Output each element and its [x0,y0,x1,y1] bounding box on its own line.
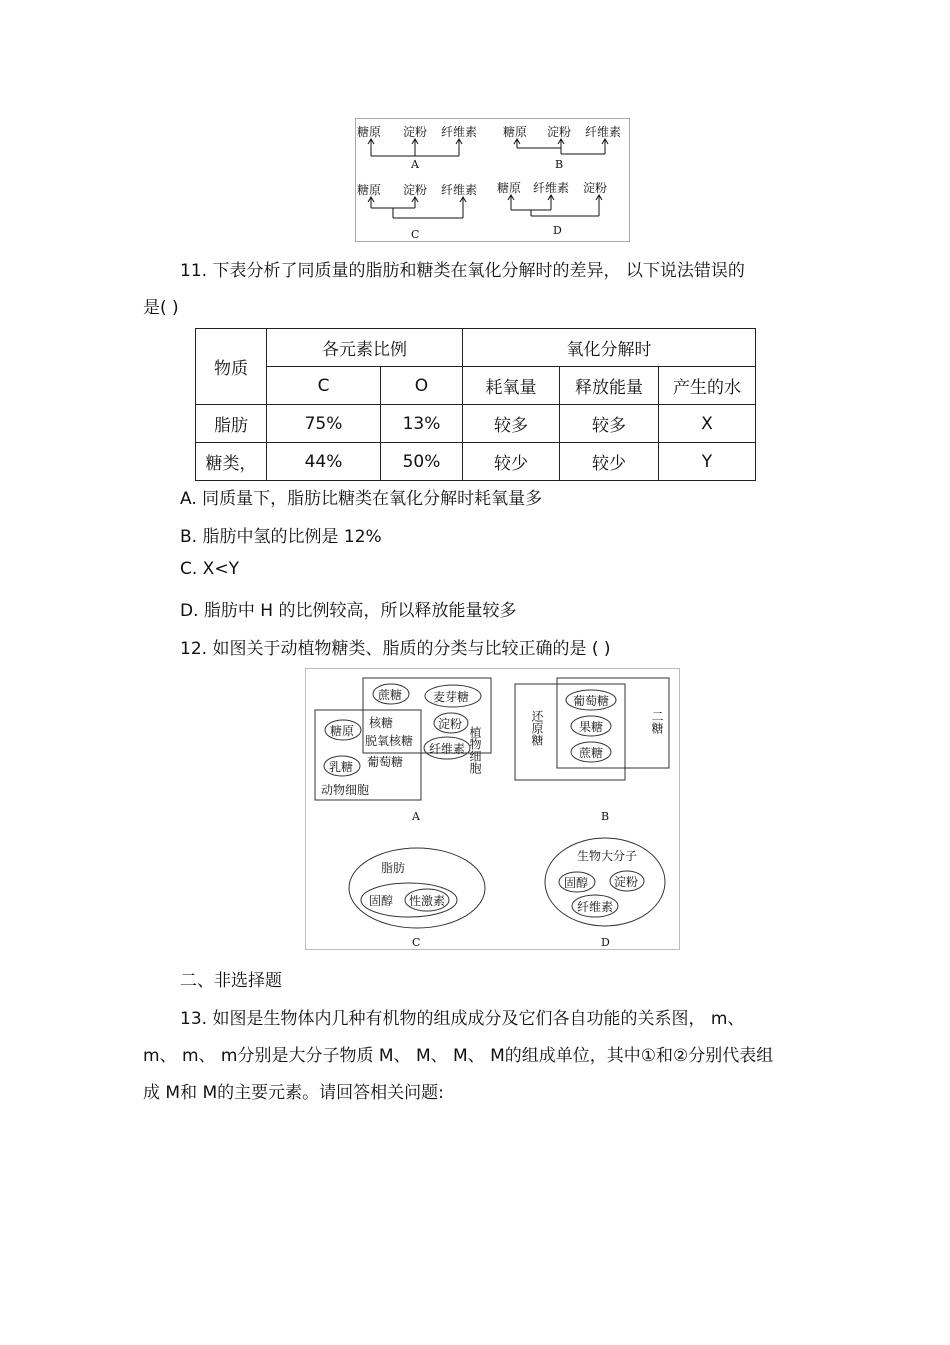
q11-stem-line2: 是( ) [143,298,179,318]
q11-cell: 较少 [560,443,659,481]
q11-stem-line1: 11. 下表分析了同质量的脂肪和糖类在氧化分解时的差异， 以下说法错误的 [180,261,745,281]
q11-cell: Y [659,443,756,481]
q12c-sexhormone: 性激素 [409,894,446,908]
q10-b-item-1: 糖原 [503,125,528,139]
q10-d-item-3: 淀粉 [583,181,608,195]
q10-c-label: C [411,228,420,241]
q12c-label: C [412,936,421,949]
q11-cell: 75% [267,405,381,443]
q12-stem: 12. 如图关于动植物糖类、脂质的分类与比较正确的是 ( ) [180,639,611,659]
q12a-sucrose: 蔗糖 [378,688,403,702]
q11-cell: 脂肪 [196,405,267,443]
q12a-animal: 动物细胞 [321,783,370,797]
q12b-disaccharide: 二糖 [650,710,664,734]
q10-d-item-1: 糖原 [497,181,522,195]
q12a-starch: 淀粉 [438,717,463,731]
q12c-sterol: 固醇 [369,894,394,908]
q12d-starch: 淀粉 [614,875,639,889]
q11-cell: 较多 [463,405,560,443]
q11-cell: X [659,405,756,443]
q10-b-label: B [555,158,564,171]
q11-cell: 13% [381,405,463,443]
q10-figure-svg [355,118,630,242]
q11-th-oxygen: 耗氧量 [463,367,560,405]
q10-c-item-3: 纤维素 [441,183,478,197]
q11-cell: 较少 [463,443,560,481]
q11-cell: 较多 [560,405,659,443]
q12-figure [305,668,680,950]
q11-option-a: A. 同质量下，脂肪比糖类在氧化分解时耗氧量多 [180,489,543,509]
table-row [196,443,756,481]
table-row [196,405,756,443]
q13-line2: m、 m、 m分别是大分子物质 M、 M、 M、 M的组成单位，其中①和②分别代表组 [143,1046,774,1066]
q12b-fructose: 果糖 [579,720,604,734]
q11-cell: 44% [267,443,381,481]
q11-th-oxidation: 氧化分解时 [463,329,756,367]
q11-th-elements: 各元素比例 [267,329,463,367]
q12d-macro: 生物大分子 [577,849,638,863]
q10-a-label: A [411,158,419,171]
q12d-label: D [601,936,610,949]
q11-th-o: O [381,367,463,405]
q13-line3: 成 M和 M的主要元素。请回答相关问题: [143,1083,444,1103]
section-heading: 二、非选择题 [180,971,282,991]
q10-figure [355,118,630,242]
q12c-fat: 脂肪 [381,861,406,875]
q10-a-item-1: 糖原 [357,125,382,139]
q11-th-energy: 释放能量 [560,367,659,405]
q10-c-item-2: 淀粉 [403,183,428,197]
q12b-glucose: 葡萄糖 [573,694,610,708]
q12b-reducing: 还原糖 [530,710,544,746]
q12a-label: A [412,810,420,823]
q11-th-water: 产生的水 [659,367,756,405]
q11-cell: 糖类， [196,443,267,481]
q10-b-item-2: 淀粉 [547,125,572,139]
q12b-sucrose: 蔗糖 [579,746,604,760]
q12a-glycogen: 糖原 [330,724,355,738]
q12a-maltose: 麦芽糖 [433,690,470,704]
q10-c-item-1: 糖原 [357,183,382,197]
q12a-glucose: 葡萄糖 [367,755,404,769]
q13-line1: 13. 如图是生物体内几种有机物的组成成分及它们各自功能的关系图， m、 [180,1009,745,1029]
q11-table [195,328,756,481]
q12a-deoxyribose: 脱氧核糖 [365,734,414,748]
q12a-plant: 植物细胞 [468,726,482,774]
q10-a-item-3: 纤维素 [441,125,478,139]
q12a-cellulose: 纤维素 [429,742,466,756]
q11-th-substance: 物质 [196,329,267,405]
q10-a-item-2: 淀粉 [403,125,428,139]
q12-figure-svg [305,668,680,950]
q11-option-b: B. 脂肪中氢的比例是 12% [180,527,382,547]
q11-th-c: C [267,367,381,405]
q12a-lactose: 乳糖 [329,760,354,774]
q12d-cellulose: 纤维素 [577,900,614,914]
q10-d-item-2: 纤维素 [533,181,570,195]
q10-b-item-3: 纤维素 [585,125,622,139]
q12a-ribose: 核糖 [369,716,394,730]
q10-d-label: D [553,224,562,237]
q12d-sterol: 固醇 [564,876,589,890]
q11-option-d: D. 脂肪中 H 的比例较高，所以释放能量较多 [180,601,517,621]
q11-option-c: C. X<Y [180,559,239,579]
q12b-label: B [601,810,610,823]
q11-cell: 50% [381,443,463,481]
